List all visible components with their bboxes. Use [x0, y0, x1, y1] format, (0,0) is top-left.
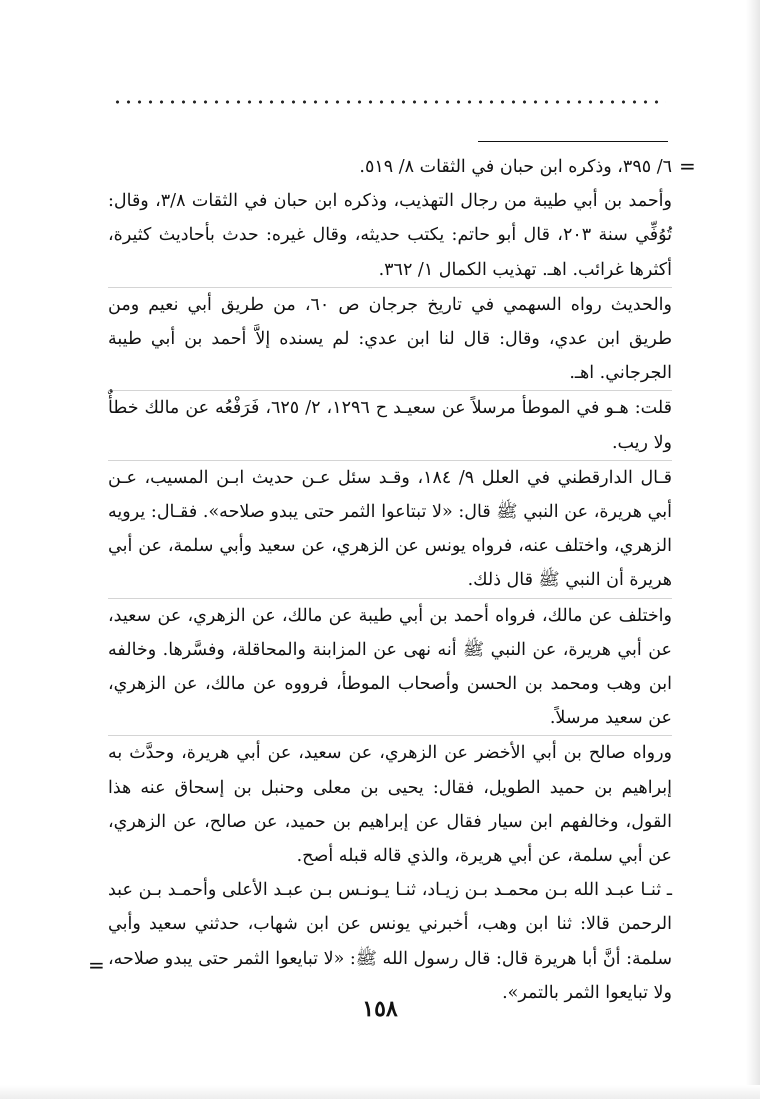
paragraph-6: واختلف عن مالك، فرواه أحمد بن أبي طيبة عن مالك، عن الزهري، عن سعيد، عن أبي هريرة، عن النبي ﷺ أنه نهى عن المزابنة والمحاقلة، وفسَّرها. وخالفه ابن وهب ومحمد بن الحسن وأصحاب الموطأ، فرووه عن مالك، عن الزهري، عن سعيد مرسلاً. [108, 598, 672, 736]
paragraph-1: ٦/ ٣٩٥، وذكره ابن حبان في الثقات ٨/ ٥١٩. [359, 157, 672, 177]
footnote-rule [478, 141, 668, 142]
paragraph-5: قـال الدارقطني في العلل ٩/ ١٨٤، وقـد سئل عـن حديث ابـن المسيب، عـن أبي هريرة، عن النبي ﷺ قال: «لا تبتاعوا الثمر حتى يبدو صلاحه». فقـال: يرويه الزهري، واختلف عنه، فرواه يونس عن الزهري، عن سعيد وأبي سلمة، عن أبي هريرة أن النبي ﷺ قال ذلك. [108, 460, 672, 598]
paragraph-7: ورواه صالح بن أبي الأخضر عن الزهري، عن سعيد، عن أبي هريرة، وحدَّث به إبراهيم بن حميد الطويل، فقال: يحيى بن معلى وحنبل بن إسحاق عنه هذا القول، وخالفهم ابن سيار فقال عن إبراهيم بن حميد، عن صالح، عن الزهري، عن أبي سلمة، عن أبي هريرة، والذي قاله قبله أصح. [108, 735, 672, 873]
paragraph-2: وأحمد بن أبي طيبة من رجال التهذيب، وذكره ابن حبان في الثقات ٣/٨، وقال: تُوُفِّي سنة ٢٠٣، قال أبو حاتم: يكتب حديثه، وقال غيره: حدث بأحاديث كثيرة، أكثرها غرائب. اهـ. تهذيب الكمال ١/ ٣٦٢. [108, 191, 672, 280]
dotted-separator [112, 100, 666, 104]
paragraph-4: قلت: هـو في الموطأ مرسلاً عن سعيـد ح ١٢٩٦، ٢/ ٦٢٥، فَرَفْعُه عن مالك خطأٌ ولا ريب. [108, 390, 672, 459]
page-bottom-shadow [0, 1085, 760, 1099]
paragraph-3: والحديث رواه السهمي في تاريخ جرجان ص ٦٠، من طريق أبي نعيم ومن طريق ابن عدي، وقال: قال لنا ابن عدي: لم يسنده إلاَّ أحمد بن أبي طيبة الجرجاني. اهـ. [108, 287, 672, 391]
page-number: ١٥٨ [362, 996, 398, 1022]
paragraph-8: ـ ثنـا عبـد الله بـن محمـد بـن زيـاد، ثنـا يـونـس بـن عبـد الأعلى وأحمـد بـن عبد الرحمن قالا: ثنا ابن وهب، أخبرني يونس عن ابن شهاب، حدثني سعيد وأبي سلمة: أنَّ أبا هريرة قال: قال رسول الله ﷺ: «لا تبايعوا الثمر حتى يبدو صلاحه، ولا تبايعوا الثمر بالتمر». [108, 880, 672, 1003]
footnote-text [108, 150, 672, 1010]
page-edge-shadow [746, 0, 760, 1099]
continuation-mark-bottom: = [88, 953, 105, 977]
continuation-mark-top: = [679, 154, 696, 178]
